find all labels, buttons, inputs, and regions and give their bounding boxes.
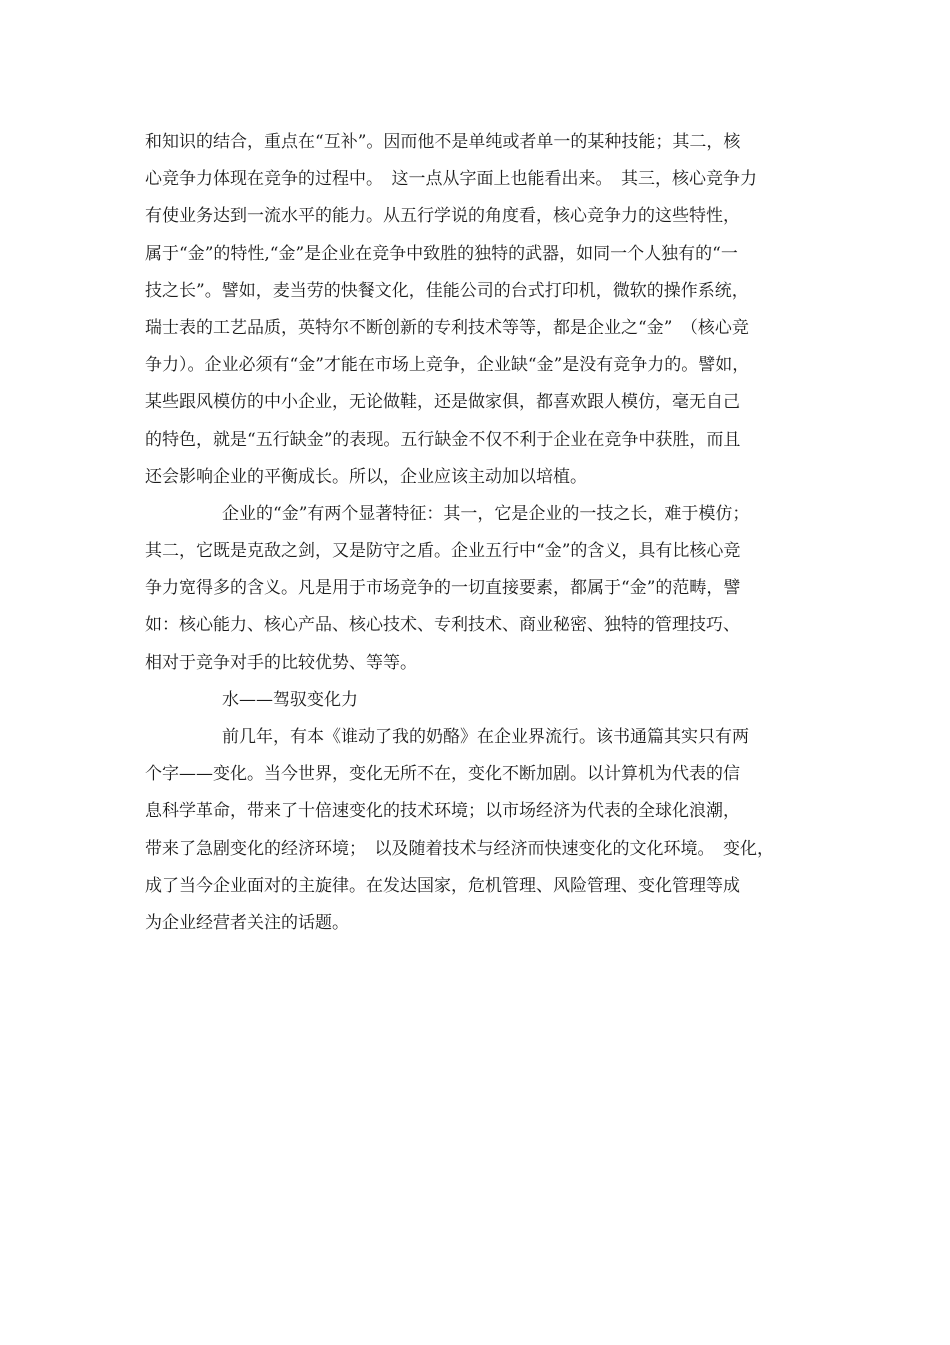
text-line: 瑞士表的工艺品质，英特尔不断创新的专利技术等等，都是企业之“金” （核心竞 — [145, 317, 749, 338]
text-line: 为企业经营者关注的话题。 — [145, 912, 349, 933]
paragraph-first-line: 前几年，有本《谁动了我的奶酪》在企业界流行。该书通篇其实只有两 — [222, 727, 749, 747]
text-line: 个字——变化。当今世界，变化无所不在，变化不断加剧。以计算机为代表的信 — [145, 764, 740, 785]
text-line: 带来了急剧变化的经济环境； 以及随着技术与经济而快速变化的文化环境。 变化， — [145, 838, 774, 859]
text-line: 的特色，就是“五行缺金”的表现。五行缺金不仅不利于企业在竞争中获胜，而且 — [145, 429, 741, 450]
text-line: 其二，它既是克敌之剑，又是防守之盾。企业五行中“金”的含义，具有比核心竞 — [145, 541, 741, 562]
text-line: 属于“金”的特性,“金”是企业在竞争中致胜的独特的武器，如同一个人独有的“一 — [145, 243, 738, 264]
paragraph-first-line: 企业的“金”有两个显著特征：其一，它是企业的一技之长，难于模仿； — [222, 503, 750, 524]
text-line: 心竞争力体现在竞争的过程中。 这一点从字面上也能看出来。 其三，核心竞争力 — [145, 169, 757, 190]
text-line: 相对于竞争对手的比较优势、等等。 — [145, 652, 417, 673]
text-line: 还会影响企业的平衡成长。所以，企业应该主动加以培植。 — [145, 466, 587, 487]
text-line: 有使业务达到一流水平的能力。从五行学说的角度看，核心竞争力的这些特性， — [145, 206, 740, 227]
text-line: 某些跟风模仿的中小企业，无论做鞋，还是做家俱，都喜欢跟人模仿，毫无自己 — [145, 392, 740, 413]
text-line: 争力）。企业必须有“金”才能在市场上竞争，企业缺“金”是没有竞争力的。譬如， — [145, 355, 750, 376]
text-line: 成了当今企业面对的主旋律。在发达国家，危机管理、风险管理、变化管理等成 — [145, 875, 740, 896]
text-line: 息科学革命，带来了十倍速变化的技术环境；以市场经济为代表的全球化浪潮， — [145, 801, 740, 822]
text-line: 如：核心能力、核心产品、核心技术、专利技术、商业秘密、独特的管理技巧、 — [145, 615, 740, 636]
text-line: 和知识的结合，重点在“互补”。因而他不是单纯或者单一的某种技能；其二，核 — [145, 132, 741, 152]
body-text — [145, 124, 825, 942]
text-line: 技之长”。譬如，麦当劳的快餐文化，佳能公司的台式打印机，微软的操作系统， — [145, 280, 749, 301]
text-line: 争力宽得多的含义。凡是用于市场竞争的一切直接要素，都属于“金”的范畴，譬 — [145, 578, 741, 599]
section-heading: 水——驾驭变化力 — [222, 689, 358, 710]
